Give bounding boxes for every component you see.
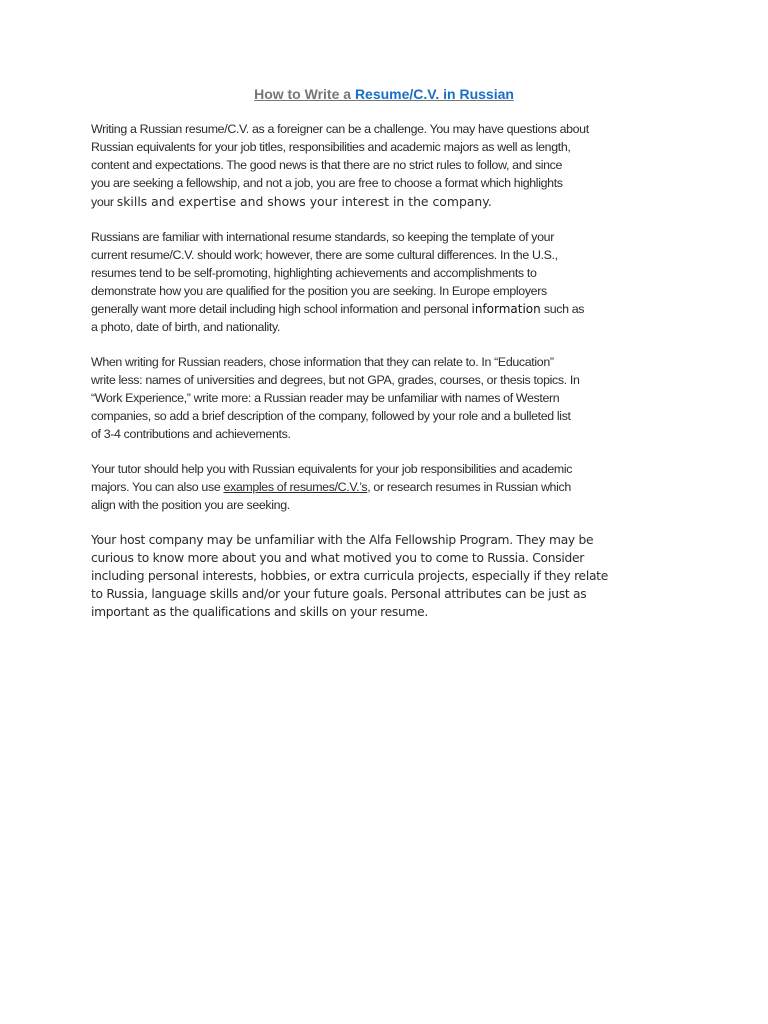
text-line: write less: names of universities and degrees, but not GPA, grades, courses, or thesis topics. In — [91, 372, 580, 387]
text-line: demonstrate how you are qualified for the position you are seeking. In Europe employers — [91, 283, 547, 298]
text-segment-alt-font: information — [471, 301, 541, 316]
paragraph-intro — [91, 121, 677, 212]
text-line: companies, so add a brief description of the company, followed by your role and a bulleted list — [91, 408, 571, 423]
document-body — [91, 121, 677, 639]
text-segment: such as — [540, 301, 585, 316]
text-segment: your — [91, 194, 117, 209]
text-line: “Work Experience,” write more: a Russian reader may be unfamiliar with names of Western — [91, 390, 560, 405]
text-line: Your tutor should help you with Russian equivalents for your job responsibilities and academic — [91, 462, 573, 476]
title-link[interactable]: Resume/C.V. in Russian — [354, 86, 514, 102]
text-line: Russian equivalents for your job titles, responsibilities and academic majors as well as length, — [91, 139, 571, 154]
text-line: align with the position you are seeking. — [91, 497, 290, 512]
text-segment-alt-font: skills and expertise and shows your interest in the company. — [116, 193, 492, 209]
paragraph-host-company — [91, 532, 677, 622]
text-line — [91, 479, 677, 497]
text-line: to Russia, language skills and/or your future goals. Personal attributes can be just as — [91, 586, 587, 601]
text-line: you are seeking a fellowship, and not a job, you are free to choose a format which highlights — [91, 175, 563, 190]
paragraph-tutor — [91, 461, 677, 515]
text-line — [91, 301, 677, 319]
text-segment: majors. You can also use — [91, 479, 224, 494]
text-line: Russians are familiar with international resume standards, so keeping the template of your — [91, 230, 555, 245]
text-line: important as the qualifications and skills on your resume. — [91, 604, 429, 619]
examples-link[interactable]: examples of resumes/C.V.’s — [223, 479, 368, 494]
paragraph-standards — [91, 229, 677, 336]
text-line: resumes tend to be self-promoting, highlighting achievements and accomplishments to — [91, 265, 537, 280]
text-line: of 3-4 contributions and achievements. — [91, 426, 291, 441]
paragraph-readers — [91, 354, 677, 444]
text-line: content and expectations. The good news is that there are no strict rules to follow, and since — [91, 157, 563, 172]
text-segment: , or research resumes in Russian which — [367, 479, 571, 494]
text-line: curious to know more about you and what motived you to come to Russia. Consider — [91, 551, 584, 566]
text-line: Your host company may be unfamiliar with the Alfa Fellowship Program. They may be — [91, 533, 594, 548]
text-line: When writing for Russian readers, chose information that they can relate to. In “Education” — [91, 354, 554, 369]
document-title — [0, 86, 768, 102]
text-line: including personal interests, hobbies, or extra curricula projects, especially if they relate — [91, 569, 608, 584]
text-line — [91, 193, 677, 212]
text-line: a photo, date of birth, and nationality. — [91, 319, 280, 334]
text-segment: generally want more detail including high school information and personal — [91, 301, 472, 316]
title-prefix: How to Write a — [254, 86, 355, 102]
text-line: Writing a Russian resume/C.V. as a foreigner can be a challenge. You may have questions about — [91, 122, 589, 136]
text-line: current resume/C.V. should work; however, there are some cultural differences. In the U.S., — [91, 247, 558, 262]
